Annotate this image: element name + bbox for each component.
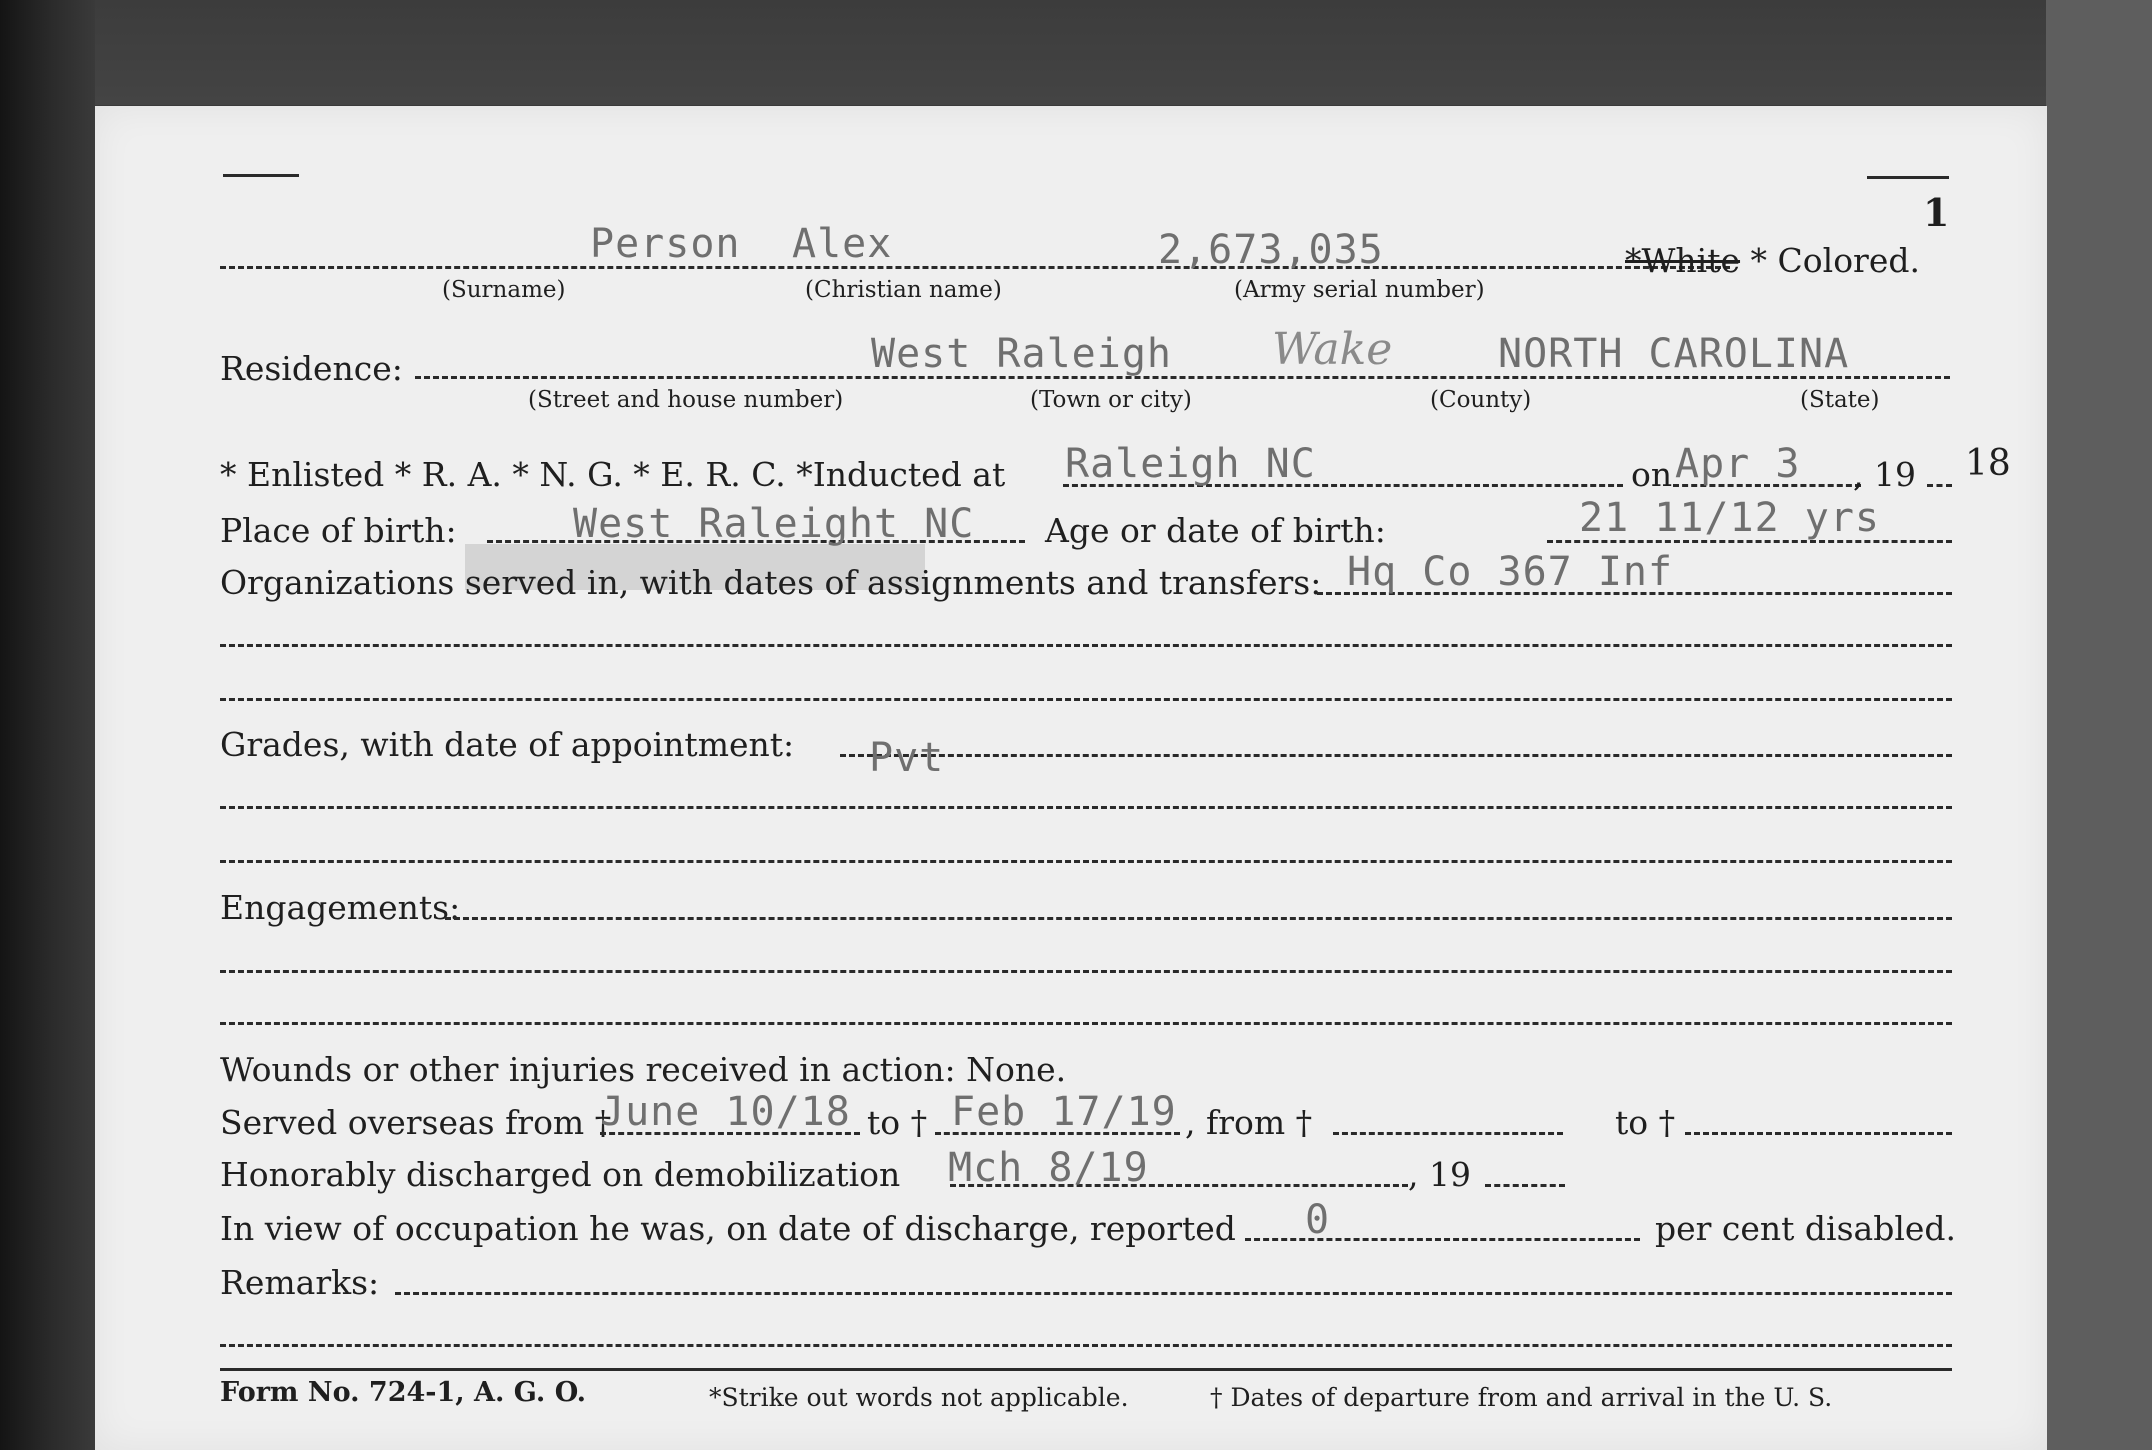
race-options: [1625, 241, 1920, 280]
christian-name-value: Alex: [792, 221, 893, 267]
discharge-year-label: , 19: [1408, 1155, 1471, 1194]
discharge-year-line: [1485, 1184, 1565, 1187]
disability-suffix: per cent disabled.: [1655, 1209, 1957, 1248]
grades-line-2: [220, 806, 1952, 809]
overseas-to-label: to †: [867, 1103, 928, 1142]
race-colored: * Colored.: [1750, 241, 1920, 280]
grades-value: Pvt: [869, 735, 945, 781]
footnote-dates: † Dates of departure from and arrival in the U. S.: [1210, 1383, 1833, 1412]
discharge-date-value: Mch 8/19: [948, 1145, 1149, 1191]
disability-label: In view of occupation he was, on date of discharge, reported: [220, 1209, 1236, 1248]
label-county: (County): [1430, 387, 1532, 413]
induction-date-value: Apr 3: [1675, 441, 1801, 487]
overseas-to2-label: to †: [1615, 1103, 1676, 1142]
remarks-label: Remarks:: [220, 1263, 380, 1302]
discharge-label: Honorably discharged on demobilization: [220, 1155, 901, 1194]
footnote-strike: *Strike out words not applicable.: [709, 1383, 1129, 1412]
grades-line-1: [840, 754, 1952, 757]
footer-rule: [220, 1368, 1952, 1371]
surname-value: Person: [590, 221, 741, 267]
place-of-birth-label: Place of birth:: [220, 511, 457, 550]
scanner-background-top: [0, 0, 2152, 105]
label-street: (Street and house number): [528, 387, 844, 413]
label-serial-number: (Army serial number): [1234, 277, 1485, 303]
label-surname: (Surname): [442, 277, 566, 303]
engagements-line-2: [220, 970, 1952, 973]
label-christian-name: (Christian name): [805, 277, 1002, 303]
overseas-from2-line: [1333, 1132, 1563, 1135]
induction-on-label: on: [1631, 455, 1673, 494]
residence-county-value: Wake: [1272, 324, 1393, 375]
overseas-from-value: June 10/18: [600, 1089, 851, 1135]
age-value: 21 11/12 yrs: [1579, 495, 1880, 541]
form-number: Form No. 724-1, A. G. O.: [220, 1377, 587, 1408]
overseas-from2-label: , from †: [1185, 1103, 1313, 1142]
wounds-label: Wounds or other injuries received in action: None.: [220, 1050, 1067, 1089]
residence-state-value: NORTH CAROLINA: [1498, 331, 1850, 377]
residence-town-value: West Raleigh: [871, 331, 1172, 377]
age-label: Age or date of birth:: [1045, 511, 1386, 550]
organizations-line-3: [220, 698, 1952, 701]
name-line: [220, 266, 1730, 269]
residence-label: Residence:: [220, 349, 403, 388]
scanner-background-right: [2046, 0, 2152, 1450]
label-state: (State): [1800, 387, 1880, 413]
label-town: (Town or city): [1030, 387, 1192, 413]
top-right-rule: [1867, 176, 1949, 179]
race-white-struck: *White: [1625, 241, 1741, 280]
grades-label: Grades, with date of appointment:: [220, 725, 795, 764]
organizations-label: Organizations served in, with dates of assignments and transfers:: [220, 563, 1322, 602]
remarks-line-2: [220, 1344, 1952, 1347]
disability-value: 0: [1305, 1197, 1331, 1243]
overseas-to2-line: [1685, 1132, 1952, 1135]
organizations-line-2: [220, 644, 1952, 647]
induction-year-line: [1927, 484, 1952, 487]
organizations-value: Hq Co 367 Inf: [1347, 549, 1674, 595]
grades-line-3: [220, 860, 1952, 863]
overseas-from-label: Served overseas from †: [220, 1103, 612, 1142]
scanner-background-left: [0, 0, 95, 1450]
remarks-line-1: [395, 1292, 1952, 1295]
enlistment-label: * Enlisted * R. A. * N. G. * E. R. C. *Inducted at: [220, 455, 1006, 494]
top-left-rule: [223, 174, 299, 177]
engagements-line-1: [445, 917, 1952, 920]
service-record-card: [95, 106, 2047, 1450]
induction-place-value: Raleigh NC: [1065, 441, 1316, 487]
engagements-line-3: [220, 1022, 1952, 1025]
serial-number-value: 2,673,035: [1158, 227, 1384, 273]
engagements-label: Engagements:: [220, 888, 461, 927]
induction-year-prefix: , 19: [1853, 455, 1916, 494]
induction-year-value: 18: [1965, 443, 2011, 484]
card-number: 1: [1923, 190, 1950, 235]
place-of-birth-value: West Raleight NC: [573, 501, 975, 547]
overseas-to-value: Feb 17/19: [951, 1089, 1177, 1135]
